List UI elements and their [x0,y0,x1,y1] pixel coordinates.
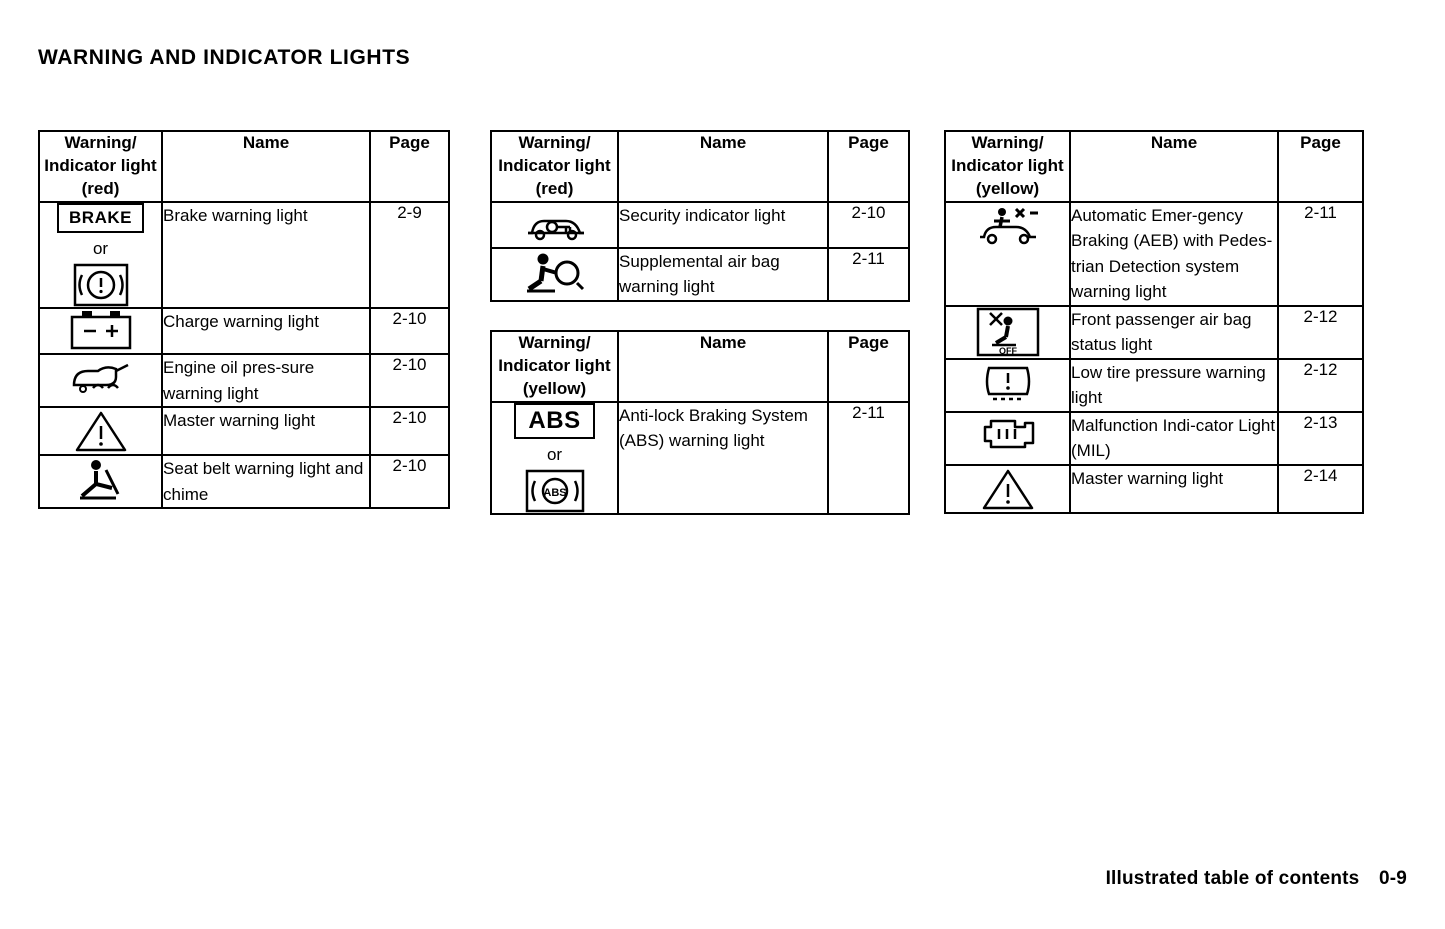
page-footer [1106,868,1407,890]
table-row [945,412,1363,465]
table-yellow-right [944,130,1364,514]
page-cell: 2-10 [370,407,449,455]
page-cell: 2-12 [1278,306,1363,359]
footer-page-number: 0-9 [1378,868,1407,889]
icon-cell [39,202,162,308]
svg-text:OFF: OFF [998,345,1017,356]
header-light: Warning/ Indicator light (red) [491,131,618,202]
table-row [945,359,1363,412]
page-cell: 2-10 [370,308,449,354]
header-page: Page [828,131,909,202]
table-header-row [39,131,449,202]
icon-cell [491,202,618,248]
name-cell: Malfunction Indi-cator Light (MIL) [1070,412,1278,465]
header-page: Page [828,331,909,402]
svg-text:ABS: ABS [542,487,567,500]
icon-cell [491,248,618,301]
name-cell: Charge warning light [162,308,370,354]
name-cell: Security indicator light [618,202,828,248]
security-indicator-icon [492,203,617,247]
table-row [945,465,1363,513]
table-row [945,306,1363,359]
icon-cell [945,412,1070,465]
column-left [38,130,450,509]
name-cell: Automatic Emer-gency Braking (AEB) with Pedes-trian Detection system warning light [1070,202,1278,306]
malfunction-indicator-icon [946,413,1069,457]
page-cell: 2-9 [370,202,449,308]
table-row [491,202,909,248]
table-row [39,407,449,455]
table-header-row [945,131,1363,202]
brake-circle-exclamation-icon [40,263,161,307]
header-name: Name [618,331,828,402]
name-cell: Anti-lock Braking System (ABS) warning light [618,402,828,515]
page-cell: 2-11 [1278,202,1363,306]
page-cell: 2-13 [1278,412,1363,465]
name-cell: Seat belt warning light and chime [162,455,370,508]
page-title: WARNING AND INDICATOR LIGHTS [38,46,411,69]
icon-cell [945,465,1070,513]
brake-warning-icon: BRAKE [57,203,144,233]
name-cell: Supplemental air bag warning light [618,248,828,301]
header-name: Name [162,131,370,202]
table-yellow-middle [490,330,910,516]
low-tire-pressure-icon [946,360,1069,406]
name-cell: Brake warning light [162,202,370,308]
name-cell: Front passenger air bag status light [1070,306,1278,359]
header-name: Name [618,131,828,202]
page-cell: 2-10 [828,202,909,248]
icon-cell [491,402,618,515]
supplemental-air-bag-icon [492,249,617,295]
master-warning-triangle-icon [946,466,1069,512]
page-cell: 2-11 [828,248,909,301]
icon-cell [945,306,1070,359]
table-row [491,248,909,301]
table-red-left [38,130,450,509]
abs-text-icon: ABS [514,403,594,440]
page-cell: 2-11 [828,402,909,515]
table-row [39,202,449,308]
table-row [945,202,1363,306]
table-header-row [491,331,909,402]
table-row [39,308,449,354]
abs-circle-icon [492,469,617,513]
icon-cell [945,359,1070,412]
header-name: Name [1070,131,1278,202]
battery-charge-icon [40,309,161,353]
aeb-pedestrian-detection-icon [946,203,1069,249]
name-cell: Engine oil pres-sure warning light [162,354,370,407]
or-label: or [546,445,563,465]
column-middle [490,130,910,515]
header-page: Page [370,131,449,202]
page-cell: 2-10 [370,455,449,508]
header-light: Warning/ Indicator light (red) [39,131,162,202]
icon-cell [39,407,162,455]
table-row [39,455,449,508]
table-row [39,354,449,407]
name-cell: Master warning light [1070,465,1278,513]
page-cell: 2-12 [1278,359,1363,412]
header-page: Page [1278,131,1363,202]
icon-cell [39,308,162,354]
table-gap [490,302,910,330]
engine-oil-pressure-icon [40,355,161,399]
header-light: Warning/ Indicator light (yellow) [491,331,618,402]
page-cell: 2-14 [1278,465,1363,513]
icon-cell [945,202,1070,306]
front-passenger-air-bag-status-icon [946,307,1069,357]
table-red-middle [490,130,910,302]
page-cell: 2-10 [370,354,449,407]
header-light: Warning/ Indicator light (yellow) [945,131,1070,202]
icon-cell [39,354,162,407]
name-cell: Low tire pressure warning light [1070,359,1278,412]
table-row [491,402,909,515]
table-header-row [491,131,909,202]
seat-belt-warning-icon [40,456,161,502]
name-cell: Master warning light [162,407,370,455]
column-right [944,130,1364,514]
footer-section-label: Illustrated table of contents [1105,868,1360,889]
icon-cell [39,455,162,508]
master-warning-triangle-icon [40,408,161,454]
or-label: or [92,239,109,259]
